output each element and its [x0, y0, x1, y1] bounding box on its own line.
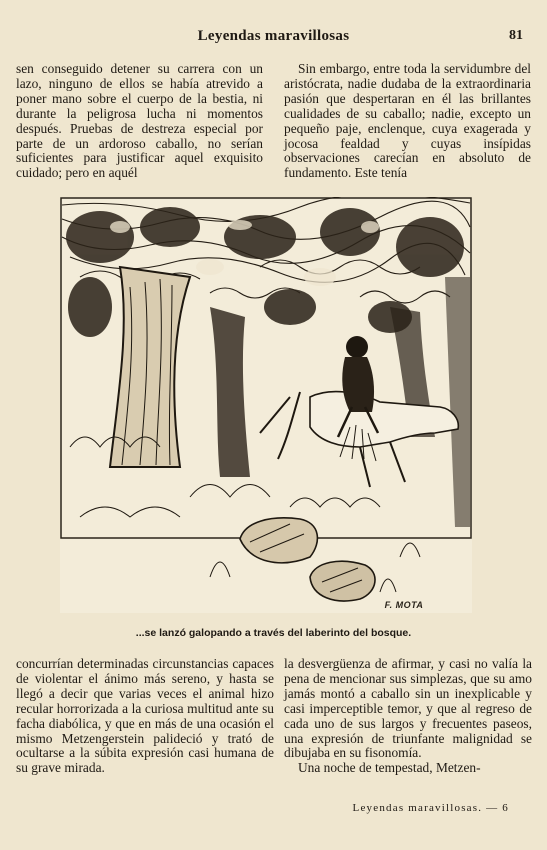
text-column-left-top: [16, 62, 263, 181]
running-head: [18, 28, 529, 48]
page-number: 81: [509, 28, 523, 43]
text-column-left-bottom: [16, 657, 274, 776]
illustration-drawing: [60, 197, 472, 613]
signature-mark: Leyendas maravillosas. — 6: [352, 802, 509, 814]
text-column-right-bottom: [284, 657, 532, 776]
paragraph: sen conseguido detener su carrera con un lazo, ninguno de ellos se había atrevido a poner mano sobre el cuerpo de la bestia, ni durante la peligrosa lucha ni momentos después. Pruebas de destreza especial por parte de un ardoroso caballo, no serían suficientes para justificar aquel exquisito cuidado; pero en aquél: [16, 61, 263, 181]
forest-rider-illustration: [60, 197, 472, 613]
illustrator-signature: F. MOTA: [384, 600, 424, 610]
paragraph: concurrían determinadas circunstancias capaces de violentar el ánimo más sereno, y hasta se llegó a decir que varias veces el animal hizo recular horrorizada a la curiosa multitud ante su facha diabólica, y que en más de una ocasión el mismo Metzengerstein palideció y trató de ocultarse a la súbita expresión casi humana de su grave mirada.: [16, 656, 274, 776]
paragraph: Sin embargo, entre toda la servidumbre del aristócrata, nadie dudaba de la extraordinaria pasión que despertaran en él las brillantes cualidades de su caballo; nadie, excepto un pequeño paje, enclenque, cuya exagerada y jocosa fealdad y cuyas insípidas observaciones carecían en absoluto de fundamento. Este tenía: [284, 61, 531, 181]
running-title: Leyendas maravillosas: [197, 28, 350, 44]
paragraph: la desvergüenza de afirmar, y casi no valía la pena de mencionar sus simplezas, que su amo jamás montó a caballo sin un inexplicable y casi imperceptible temor, y que al regreso de cada uno de sus largos y frecuentes paseos, una expresión de triunfante malignidad se dibujaba en su fisonomía.: [284, 656, 532, 761]
illustration-caption: ...se lanzó galopando a través del laberinto del bosque.: [135, 627, 412, 639]
text-column-right-top: [284, 62, 531, 181]
paragraph: Una noche de tempestad, Metzen-: [298, 760, 481, 776]
